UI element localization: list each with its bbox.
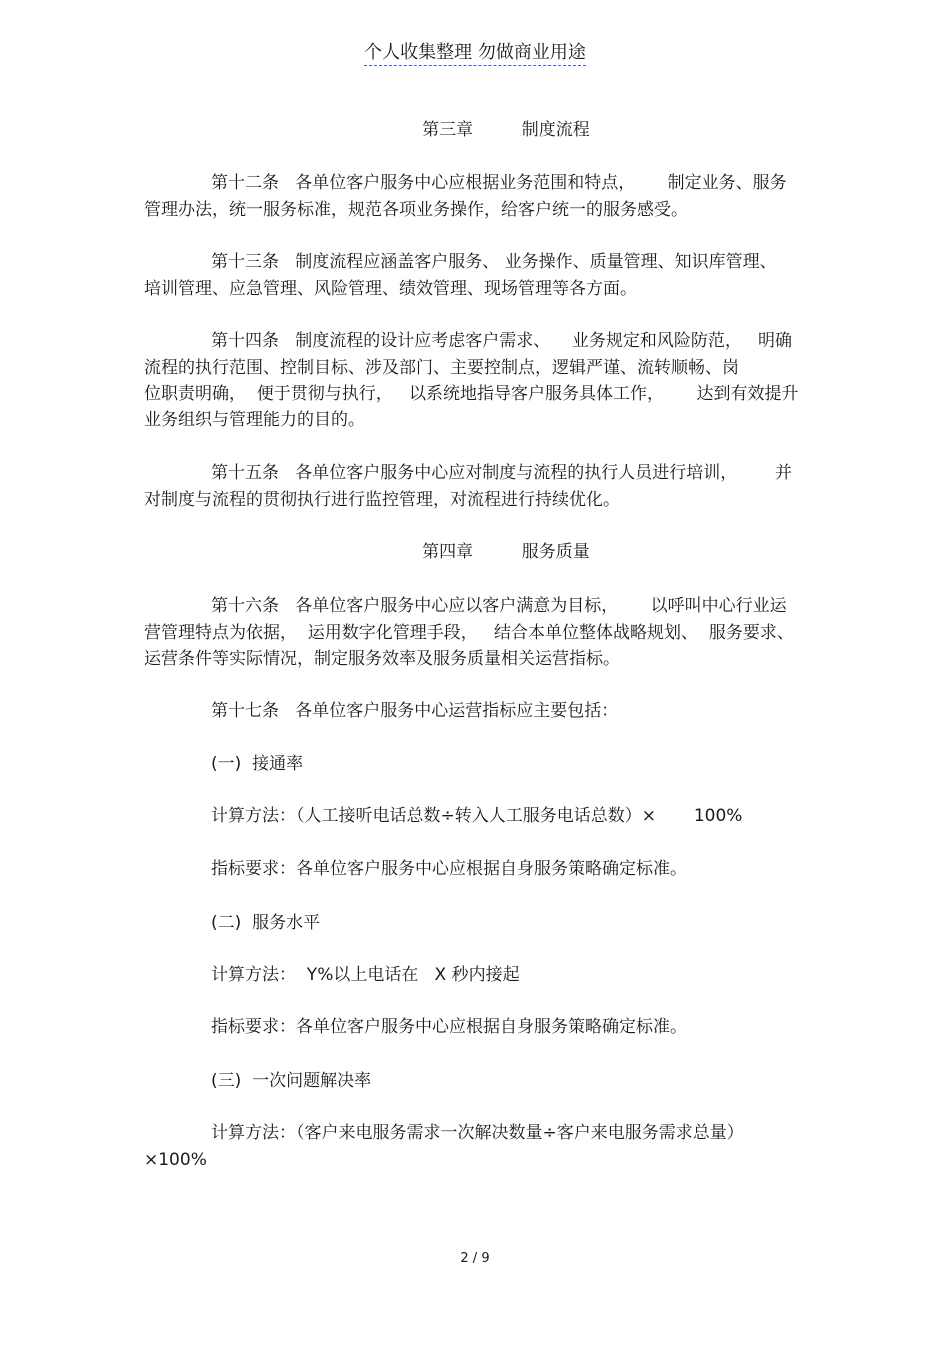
- article-12-line-1: 第十二条 各单位客户服务中心应根据业务范围和特点， 制定业务、服务: [211, 173, 787, 193]
- article-16-line-2: 营管理特点为依据， 运用数字化管理手段， 结合本单位整体战略规划、 服务要求、: [144, 623, 794, 643]
- item-2-title: (二) 服务水平: [211, 913, 321, 933]
- article-14-line-3: 位职责明确， 便于贯彻与执行， 以系统地指导客户服务具体工作， 达到有效提升: [144, 384, 799, 404]
- item-1-requirement: 指标要求：各单位客户服务中心应根据自身服务策略确定标准。: [211, 859, 687, 879]
- page-number: 2 / 9: [460, 1251, 490, 1266]
- article-16-line-1: 第十六条 各单位客户服务中心应以客户满意为目标， 以呼叫中心行业运: [211, 596, 787, 616]
- item-1-calc: 计算方法：（人工接听电话总数÷转入人工服务电话总数）× 100%: [211, 806, 743, 826]
- article-15-line-1: 第十五条 各单位客户服务中心应对制度与流程的执行人员进行培训， 并: [211, 463, 793, 483]
- article-14-line-1: 第十四条 制度流程的设计应考虑客户需求、 业务规定和风险防范， 明确: [211, 331, 793, 351]
- article-17-line-1: 第十七条 各单位客户服务中心运营指标应主要包括：: [211, 701, 619, 721]
- item-3-title: (三) 一次问题解决率: [211, 1071, 372, 1091]
- page-header: [0, 41, 950, 65]
- article-13-line-1: 第十三条 制度流程应涵盖客户服务、 业务操作、质量管理、知识库管理、: [211, 252, 777, 272]
- article-14-line-2: 流程的执行范围、控制目标、涉及部门、主要控制点，逻辑严谨、流转顺畅、岗: [144, 358, 739, 378]
- article-12-line-2: 管理办法，统一服务标准，规范各项业务操作，给客户统一的服务感受。: [144, 200, 688, 220]
- item-2-requirement: 指标要求：各单位客户服务中心应根据自身服务策略确定标准。: [211, 1017, 687, 1037]
- article-16-line-3: 运营条件等实际情况，制定服务效率及服务质量相关运营指标。: [144, 649, 620, 669]
- item-1-title: (一) 接通率: [211, 754, 304, 774]
- item-2-calc: 计算方法： Y%以上电话在 X 秒内接起: [211, 965, 520, 985]
- chapter-4-title: 第四章 服务质量: [422, 542, 590, 562]
- chapter-3-title: 第三章 制度流程: [422, 120, 590, 140]
- header-text: 个人收集整理 勿做商业用途: [364, 42, 586, 66]
- item-3-calc-line-2: ×100%: [144, 1150, 207, 1170]
- item-3-calc-line-1: 计算方法：（客户来电服务需求一次解决数量÷客户来电服务需求总量）: [211, 1123, 744, 1143]
- article-14-line-4: 业务组织与管理能力的目的。: [144, 410, 365, 430]
- article-13-line-2: 培训管理、应急管理、风险管理、绩效管理、现场管理等各方面。: [144, 279, 637, 299]
- article-15-line-2: 对制度与流程的贯彻执行进行监控管理，对流程进行持续优化。: [144, 490, 620, 510]
